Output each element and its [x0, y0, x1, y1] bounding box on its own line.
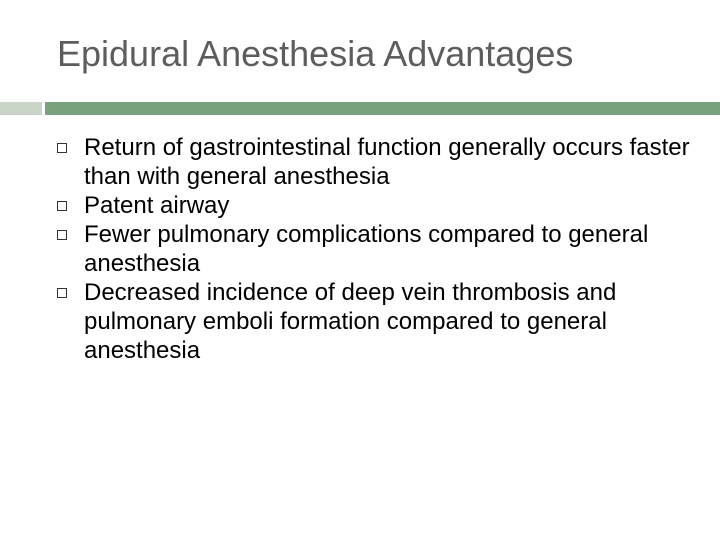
hollow-square-icon — [57, 230, 67, 240]
bullet-list — [57, 133, 697, 365]
hollow-square-icon — [57, 143, 67, 153]
bullet-item — [57, 220, 697, 278]
hollow-square-icon — [57, 201, 67, 211]
bullet-item — [57, 191, 697, 220]
bullet-text: Fewer pulmonary complications compared to general anesthesia — [84, 221, 649, 277]
bullet-text: Patent airway — [84, 192, 230, 219]
bullet-text: Decreased incidence of deep vein thrombosis and pulmonary emboli formation compared to general anesthesia — [84, 279, 617, 364]
slide-title: Epidural Anesthesia Advantages — [57, 33, 574, 74]
bullet-text: Return of gastrointestinal function generally occurs faster than with general anesthesia — [84, 134, 690, 190]
bullet-item — [57, 278, 697, 365]
title-underline-accent — [45, 102, 720, 115]
bullet-item — [57, 133, 697, 191]
title-underline-accent-left — [0, 102, 42, 115]
hollow-square-icon — [57, 288, 67, 298]
